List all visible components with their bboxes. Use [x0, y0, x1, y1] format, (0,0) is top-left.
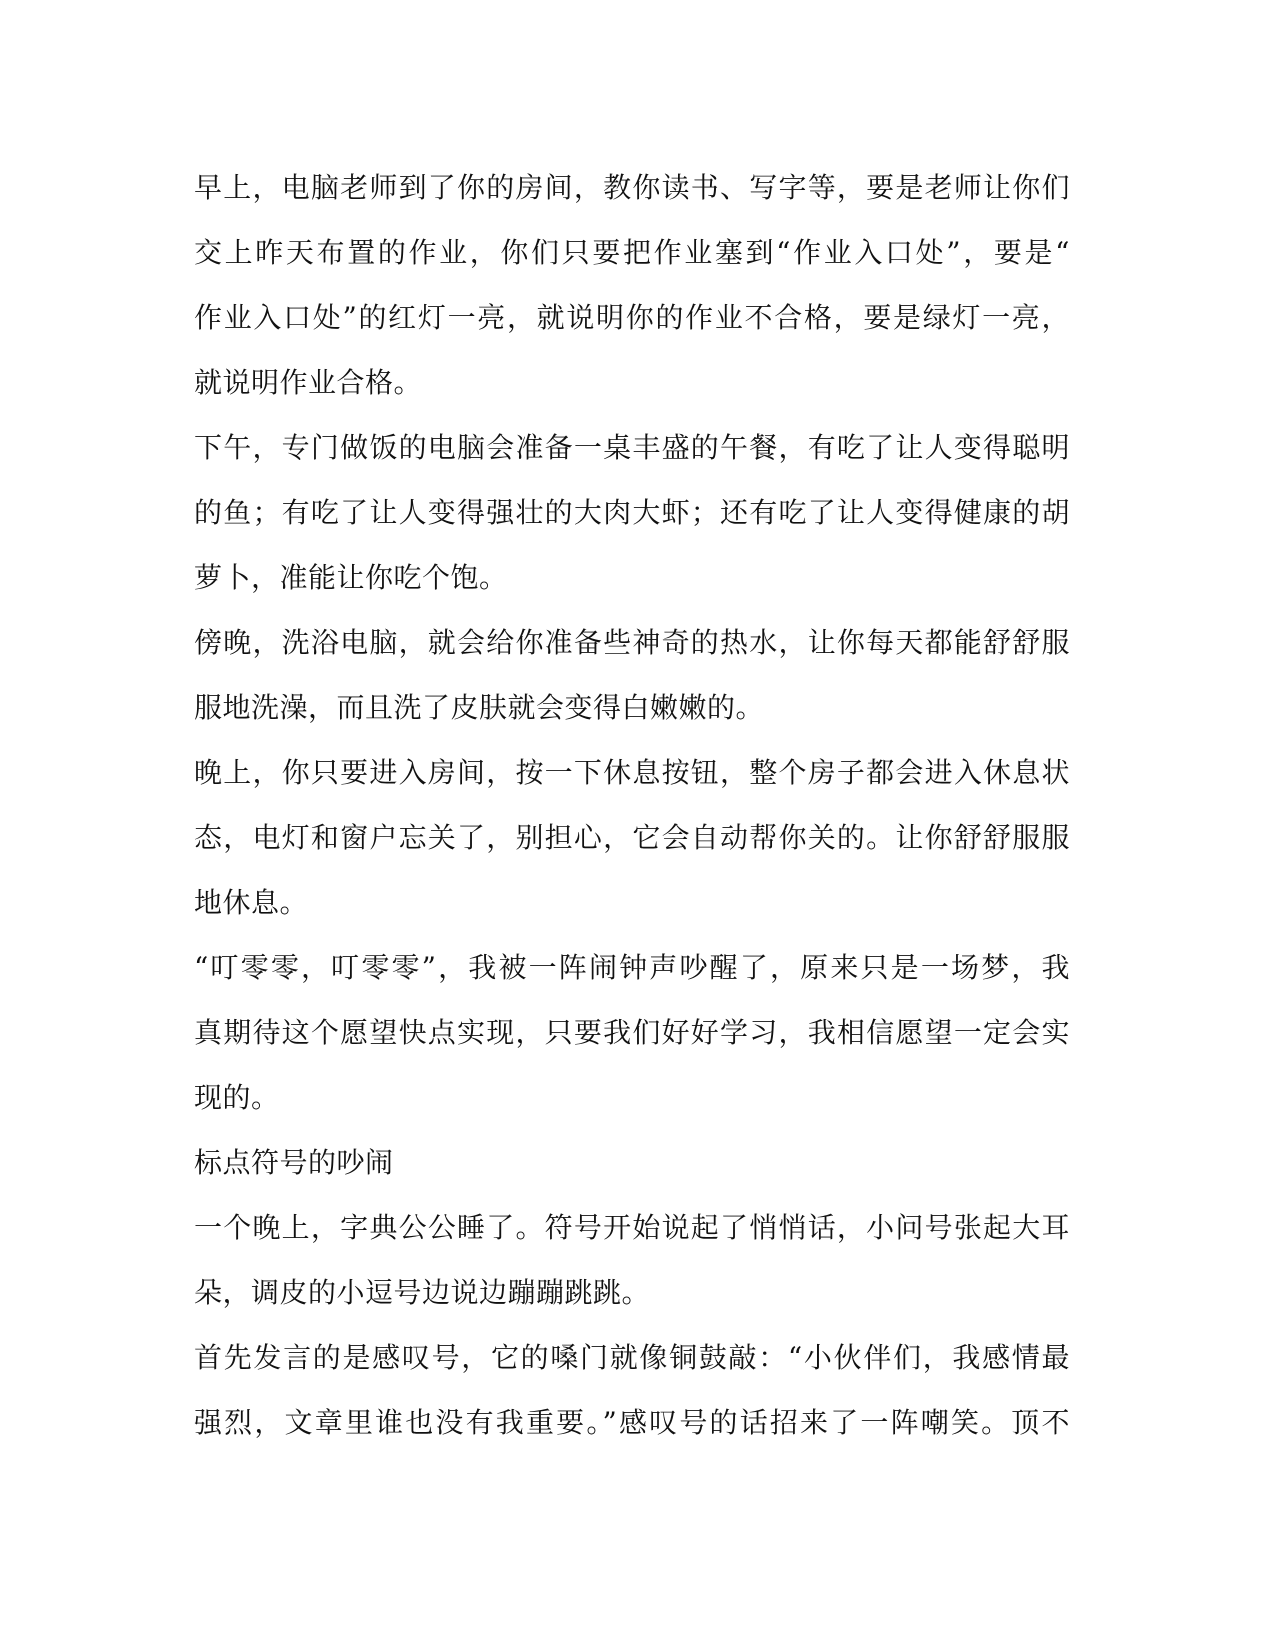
text-line: 萝卜，准能让你吃个饱。 [194, 561, 508, 594]
paragraph-night [194, 740, 1070, 935]
text-line: 一个晚上，字典公公睡了。符号开始说起了悄悄话，小问号张起大耳 [194, 1211, 1070, 1244]
text-line: “叮零零，叮零零”，我被一阵闹钟声吵醒了，原来只是一场梦，我 [194, 951, 1070, 984]
text-line: 作业入口处”的红灯一亮，就说明你的作业不合格，要是绿灯一亮， [194, 301, 1070, 334]
paragraph-evening [194, 610, 1070, 740]
text-line: 态，电灯和窗户忘关了，别担心，它会自动帮你关的。让你舒舒服服 [194, 821, 1070, 854]
section-title-text: 标点符号的吵闹 [194, 1146, 394, 1179]
text-line: 首先发言的是感叹号，它的嗓门就像铜鼓敲：“小伙伴们，我感情最 [194, 1341, 1070, 1374]
paragraph-waking-up [194, 935, 1070, 1130]
text-line: 就说明作业合格。 [194, 366, 423, 399]
paragraph-exclamation [194, 1325, 1070, 1455]
text-line: 真期待这个愿望快点实现，只要我们好好学习，我相信愿望一定会实 [194, 1016, 1070, 1049]
text-line: 早上，电脑老师到了你的房间，教你读书、写字等，要是老师让你们 [194, 171, 1070, 204]
text-line: 服地洗澡，而且洗了皮肤就会变得白嫩嫩的。 [194, 691, 765, 724]
text-line: 下午，专门做饭的电脑会准备一桌丰盛的午餐，有吃了让人变得聪明 [194, 431, 1070, 464]
text-line: 晚上，你只要进入房间，按一下休息按钮，整个房子都会进入休息状 [194, 756, 1070, 789]
text-line: 朵，调皮的小逗号边说边蹦蹦跳跳。 [194, 1276, 651, 1309]
text-line: 傍晚，洗浴电脑，就会给你准备些神奇的热水，让你每天都能舒舒服 [194, 626, 1070, 659]
paragraph-morning [194, 155, 1070, 415]
document-body [194, 155, 1070, 1455]
text-line: 现的。 [194, 1081, 280, 1114]
paragraph-afternoon [194, 415, 1070, 610]
paragraph-punctuation-intro [194, 1195, 1070, 1325]
text-line: 地休息。 [194, 886, 309, 919]
text-line: 强烈，文章里谁也没有我重要。”感叹号的话招来了一阵嘲笑。顶不 [194, 1406, 1070, 1439]
text-line: 交上昨天布置的作业，你们只要把作业塞到“作业入口处”，要是“ [194, 236, 1070, 269]
text-line: 的鱼；有吃了让人变得强壮的大肉大虾；还有吃了让人变得健康的胡 [194, 496, 1070, 529]
section-title [194, 1130, 1070, 1195]
